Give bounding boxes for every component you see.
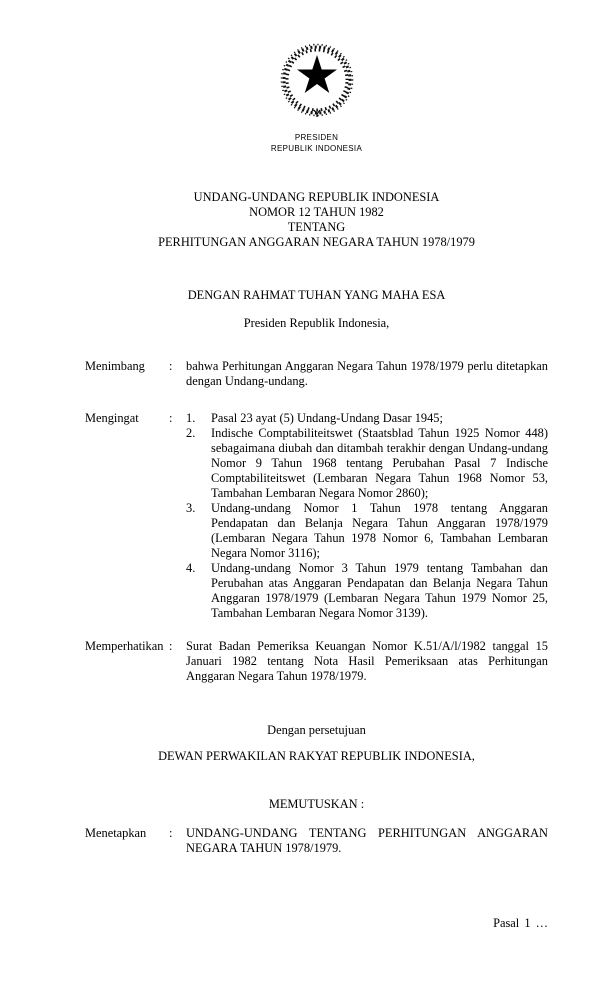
mengingat-label: Mengingat (85, 411, 139, 425)
mengingat-list (186, 411, 548, 621)
memperhatikan-colon: : (169, 639, 173, 653)
list-item-text: Undang-undang Nomor 1 Tahun 1978 tentang Anggaran Pendapatan dan Belanja Negara Tahun Anggaran 1978/1979 (Lembaran Negara Tahun 1978 Nomor 6, Tambahan Lembaran Negara Nomor 3116); (211, 501, 548, 560)
memutuskan-line: MEMUTUSKAN : (268, 797, 365, 811)
list-item (186, 561, 548, 621)
list-item-number: 2. (186, 426, 196, 440)
menimbang-label: Menimbang (85, 359, 145, 373)
document-content (85, 0, 548, 931)
menetapkan-text: UNDANG-UNDANG TENTANG PERHITUNGAN ANGGARAN NEGARA TAHUN 1978/1979. (186, 826, 548, 855)
title-line-2: NOMOR 12 TAHUN 1982 (249, 205, 384, 219)
mengingat-colon: : (169, 411, 173, 425)
list-item-text: Indische Comptabiliteitswet (Staatsblad Tahun 1925 Nomor 448) sebagaimana diubah dan ditambah terakhir dengan Undang-undang Nomor 9 Tahun 1968 tentang Perubahan Pasal 7 Indische Comptabiliteitswet (Lembaran Negara Tahun 1968 Nomor 53, Tambahan Lembaran Negara Nomor 2860); (211, 426, 548, 500)
law-title (85, 190, 548, 250)
menimbang-text: bahwa Perhitungan Anggaran Negara Tahun 1978/1979 perlu ditetapkan dengan Undang-undang. (186, 359, 548, 388)
menimbang-row (85, 359, 548, 389)
presiden-republik-line: Presiden Republik Indonesia, (243, 316, 390, 330)
title-line-3: TENTANG (287, 220, 346, 234)
star-wreath-emblem-icon (277, 40, 357, 120)
memperhatikan-row (85, 639, 548, 684)
list-item (186, 426, 548, 501)
memperhatikan-text: Surat Badan Pemeriksa Keuangan Nomor K.51/A/l/1982 tanggal 15 Januari 1982 tentang Nota Hasil Pemeriksaan atas Perhitungan Anggaran Negara Tahun 1978/1979. (186, 639, 548, 683)
menetapkan-row (85, 826, 548, 856)
title-line-4: PERHITUNGAN ANGGARAN NEGARA TAHUN 1978/1979 (158, 235, 475, 249)
dpr-line: DEWAN PERWAKILAN RAKYAT REPUBLIK INDONESIA, (158, 749, 475, 763)
presiden-label: PRESIDEN (294, 133, 339, 142)
star-icon (297, 55, 337, 93)
list-item-number: 4. (186, 561, 196, 575)
list-item-text: Undang-undang Nomor 3 Tahun 1979 tentang Tambahan dan Perubahan atas Anggaran Pendapatan dan Belanja Negara Tahun Anggaran 1978/1979 (Lembaran Negara Tahun 1979 Nomor 25, Tambahan Lembaran Negara Nomor 3139). (211, 561, 548, 620)
list-item (186, 501, 548, 561)
memperhatikan-label: Memperhatikan (85, 639, 164, 653)
menetapkan-label: Menetapkan (85, 826, 147, 840)
dengan-persetujuan-line: Dengan persetujuan (267, 723, 366, 737)
list-item-number: 3. (186, 501, 196, 515)
page-continuation-marker: Pasal 1 … (493, 916, 548, 930)
republik-indonesia-label: REPUBLIK INDONESIA (270, 144, 363, 153)
mengingat-row (85, 411, 548, 621)
menetapkan-colon: : (169, 826, 173, 840)
list-item (186, 411, 548, 426)
rahmat-line: DENGAN RAHMAT TUHAN YANG MAHA ESA (187, 288, 446, 302)
menimbang-colon: : (169, 359, 173, 373)
list-item-number: 1. (186, 411, 196, 425)
emblem-container (85, 40, 548, 154)
list-item-text: Pasal 23 ayat (5) Undang-Undang Dasar 1945; (211, 411, 443, 425)
title-line-1: UNDANG-UNDANG REPUBLIK INDONESIA (193, 190, 440, 204)
